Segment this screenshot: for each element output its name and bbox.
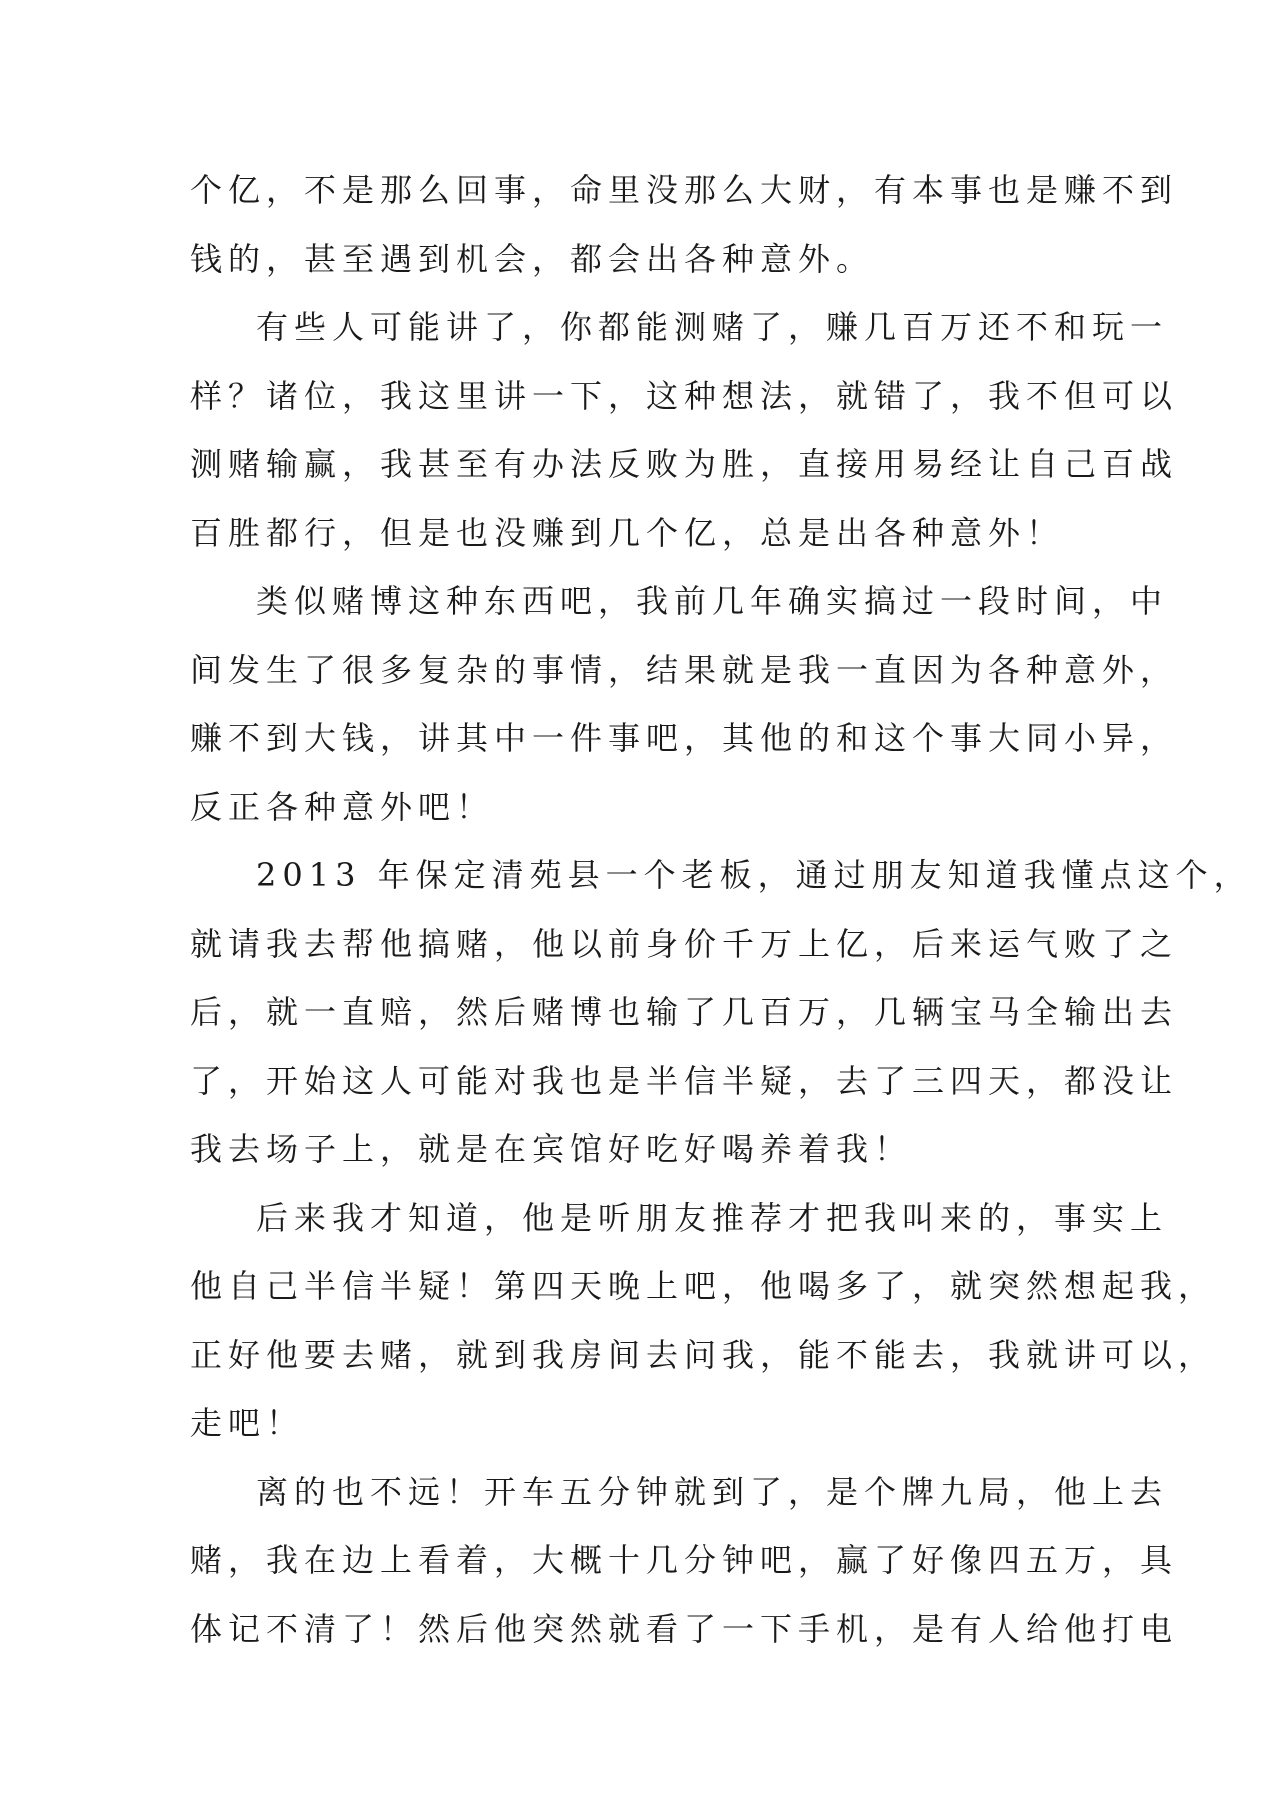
text-line: 个亿，不是那么回事，命里没那么大财，有本事也是赚不到 <box>190 171 1179 209</box>
text-line: 走吧！ <box>190 1404 305 1442</box>
text-line: 赌，我在边上看着，大概十几分钟吧，赢了好像四五万，具 <box>190 1541 1179 1579</box>
text-line: 反正各种意外吧！ <box>190 787 495 826</box>
text-line: 间发生了很多复杂的事情，结果就是我一直因为各种意外， <box>190 650 1179 689</box>
text-line: 就请我去帮他搞赌，他以前身价千万上亿，后来运气败了之 <box>190 924 1179 963</box>
text-line: 有些人可能讲了，你都能测赌了，赚几百万还不和玩一 <box>256 308 1169 346</box>
text-line: 钱的，甚至遇到机会，都会出各种意外。 <box>190 239 875 278</box>
text-line: 后来我才知道，他是听朋友推荐才把我叫来的，事实上 <box>256 1198 1169 1237</box>
text-line: 离的也不远！开车五分钟就到了，是个牌九局，他上去 <box>256 1472 1169 1511</box>
text-line: 2013 年保定清苑县一个老板，通过朋友知道我懂点这个， <box>256 856 1252 894</box>
text-line: 测赌输赢，我甚至有办法反败为胜，直接用易经让自己百战 <box>190 445 1179 483</box>
text-line: 了，开始这人可能对我也是半信半疑，去了三四天，都没让 <box>190 1061 1179 1100</box>
text-line: 正好他要去赌，就到我房间去问我，能不能去，我就讲可以， <box>190 1335 1217 1374</box>
text-line: 百胜都行，但是也没赚到几个亿，总是出各种意外！ <box>190 513 1065 552</box>
text-line: 后，就一直赔，然后赌博也输了几百万，几辆宝马全输出去 <box>190 993 1179 1031</box>
text-line: 我去场子上，就是在宾馆好吃好喝养着我！ <box>190 1130 913 1168</box>
text-line: 赚不到大钱，讲其中一件事吧，其他的和这个事大同小异， <box>190 719 1179 757</box>
text-line: 体记不清了！然后他突然就看了一下手机，是有人给他打电 <box>190 1609 1179 1648</box>
text-line: 样？诸位，我这里讲一下，这种想法，就错了，我不但可以 <box>190 376 1179 415</box>
text-line: 他自己半信半疑！第四天晚上吧，他喝多了，就突然想起我， <box>190 1267 1217 1305</box>
text-line: 类似赌博这种东西吧，我前几年确实搞过一段时间，中 <box>256 582 1169 620</box>
document-body <box>190 156 1252 1663</box>
